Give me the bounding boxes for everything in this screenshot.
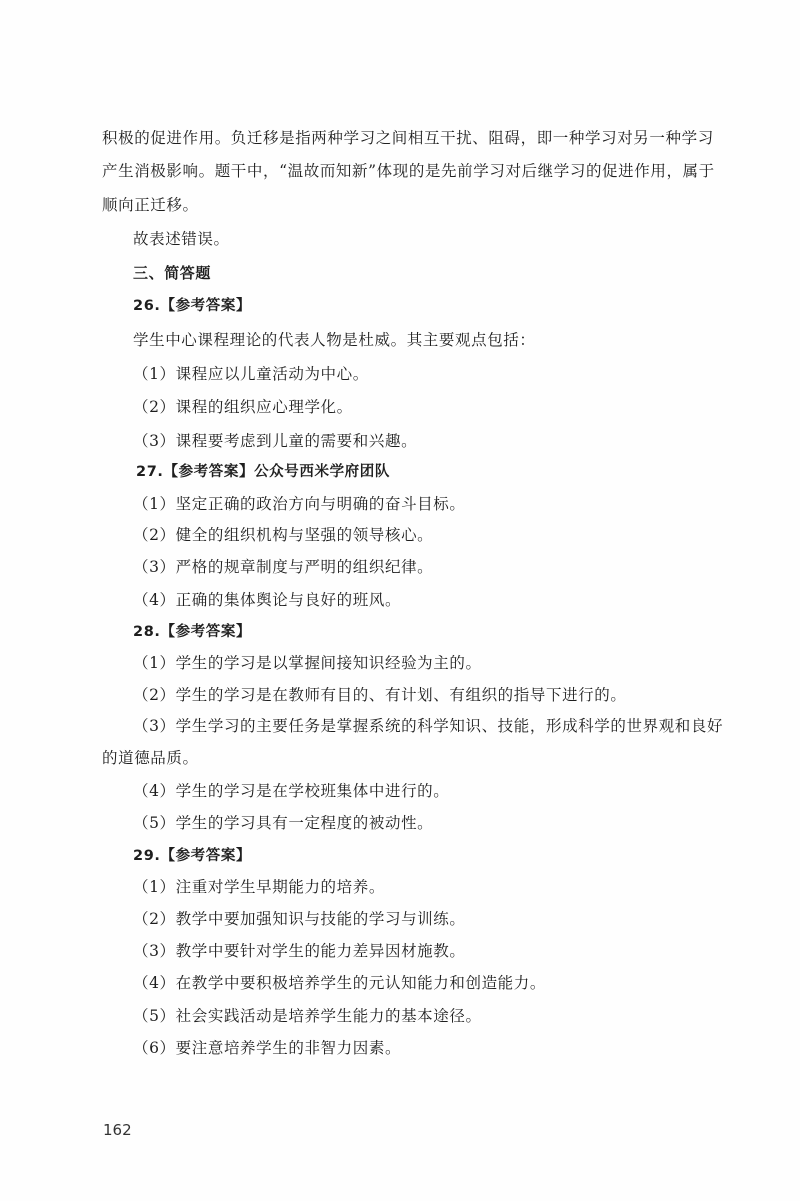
list-item: （1）课程应以儿童活动为中心。 xyxy=(133,365,369,383)
text-line: 的道德品质。 xyxy=(102,749,199,767)
list-item: （1）学生的学习是以掌握间接知识经验为主的。 xyxy=(133,654,482,672)
list-item: （2）学生的学习是在教师有目的、有计划、有组织的指导下进行的。 xyxy=(133,686,627,704)
list-item: （4）在教学中要积极培养学生的元认知能力和创造能力。 xyxy=(133,974,546,992)
list-item: （3）学生学习的主要任务是掌握系统的科学知识、技能，形成科学的世界观和良好 xyxy=(133,717,724,735)
page-number: 162 xyxy=(103,1121,132,1139)
answer-heading: 26.【参考答案】 xyxy=(133,298,252,314)
answer-heading: 28.【参考答案】 xyxy=(133,624,252,640)
list-item: （3）严格的规章制度与严明的组织纪律。 xyxy=(133,558,434,576)
list-item: （5）社会实践活动是培养学生能力的基本途径。 xyxy=(133,1007,482,1025)
list-item: （2）课程的组织应心理学化。 xyxy=(133,398,353,416)
list-item: （4）学生的学习是在学校班集体中进行的。 xyxy=(133,782,450,800)
text-line: 产生消极影响。题干中，“温故而知新”体现的是先前学习对后继学习的促进作用，属于 xyxy=(102,162,715,180)
text-line: 积极的促进作用。负迁移是指两种学习之间相互干扰、阻碍，即一种学习对另一种学习 xyxy=(102,129,714,147)
list-item: （5）学生的学习具有一定程度的被动性。 xyxy=(133,814,434,832)
list-item: （3）课程要考虑到儿童的需要和兴趣。 xyxy=(133,432,418,450)
list-item: （1）注重对学生早期能力的培养。 xyxy=(133,878,385,896)
section-heading: 三、简答题 xyxy=(133,264,212,282)
list-item: （2）教学中要加强知识与技能的学习与训练。 xyxy=(133,910,466,928)
list-item: （2）健全的组织机构与坚强的领导核心。 xyxy=(133,526,434,544)
list-item: （3）教学中要针对学生的能力差异因材施教。 xyxy=(133,942,466,960)
text-line: 顺向正迁移。 xyxy=(102,196,199,214)
text-line: 学生中心课程理论的代表人物是杜威。其主要观点包括： xyxy=(133,331,536,349)
answer-heading: 27.【参考答案】公众号西米学府团队 xyxy=(136,464,390,480)
list-item: （1）坚定正确的政治方向与明确的奋斗目标。 xyxy=(133,495,466,513)
answer-heading: 29.【参考答案】 xyxy=(133,848,252,864)
list-item: （6）要注意培养学生的非智力因素。 xyxy=(133,1039,402,1057)
text-line: 故表述错误。 xyxy=(133,230,230,248)
list-item: （4）正确的集体舆论与良好的班风。 xyxy=(133,591,402,609)
